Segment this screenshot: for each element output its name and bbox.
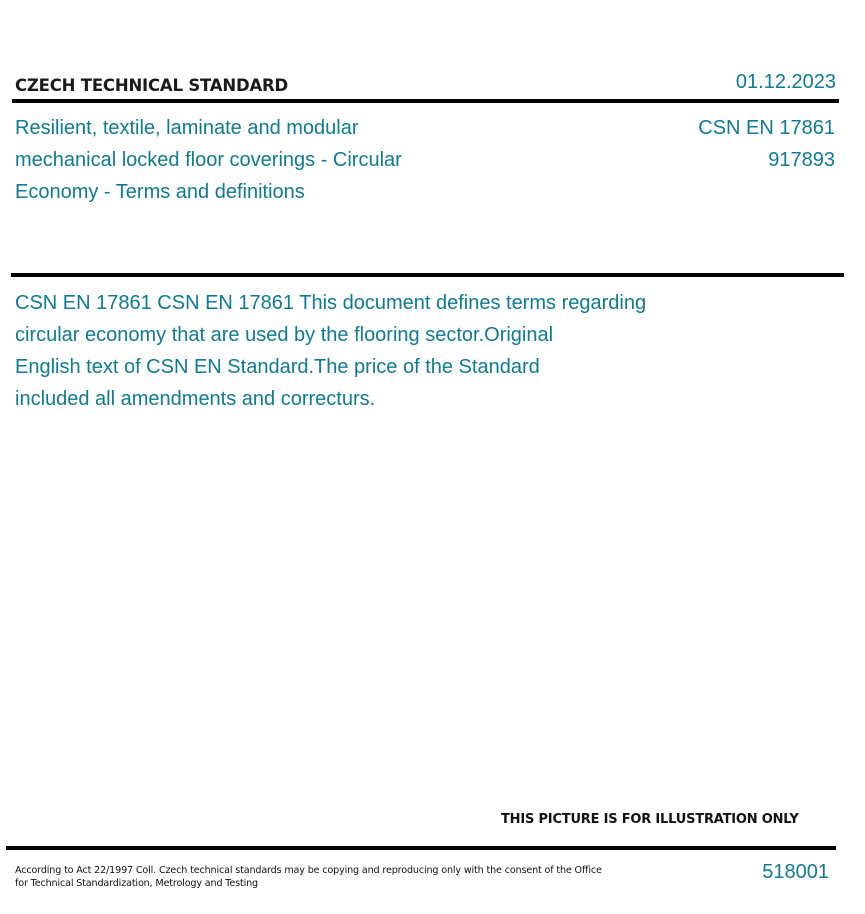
title-line: Economy - Terms and definitions [15,181,305,203]
middle-divider [11,273,844,277]
description-line: English text of CSN EN Standard.The price of the Standard [15,356,540,378]
description-line: circular economy that are used by the flooring sector.Original [15,324,554,346]
standard-description [15,287,715,415]
standard-identifiers [698,112,835,176]
legal-line: for Technical Standardization, Metrology and Testing [15,878,258,889]
standard-number: CSN EN 17861 [698,117,835,139]
description-line: included all amendments and correcturs. [15,388,376,410]
document-type-label: CZECH TECHNICAL STANDARD [15,76,289,95]
legal-notice [15,864,602,890]
title-line: Resilient, textile, laminate and modular [15,117,359,139]
publication-date: 01.12.2023 [735,71,836,93]
legal-line: According to Act 22/1997 Coll. Czech technical standards may be copying and reproducing only with the consent of the Office [15,865,602,876]
illustration-note: THIS PICTURE IS FOR ILLUSTRATION ONLY [501,812,799,827]
standard-title [15,112,455,208]
catalog-number: 917893 [768,149,835,171]
bottom-divider [6,846,836,850]
description-line: CSN EN 17861 CSN EN 17861 This document defines terms regarding [15,292,647,314]
title-line: mechanical locked floor coverings - Circular [15,149,402,171]
footer-code: 518001 [762,861,829,883]
top-divider [12,99,839,103]
